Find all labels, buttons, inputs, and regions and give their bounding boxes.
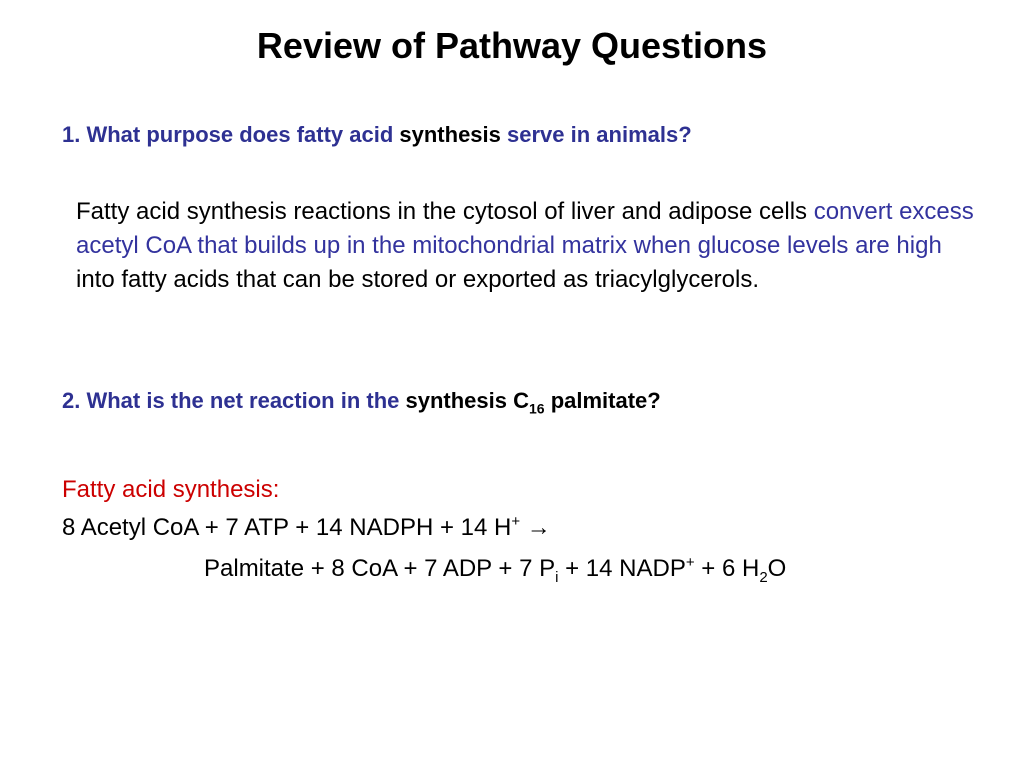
equation-line-2-text-c: + 6 H <box>694 555 760 582</box>
equation-line-2 <box>204 554 786 584</box>
slide-title: Review of Pathway Questions <box>256 25 768 66</box>
answer-1 <box>76 195 976 297</box>
equation-line-2-text-a: Palmitate + 8 CoA + 7 ADP + 7 P <box>204 555 556 582</box>
equation-line-2-subscript-2: 2 <box>759 568 768 586</box>
question-1-text-a: 1. What purpose does fatty acid <box>62 122 400 147</box>
question-1-text-b: synthesis <box>399 122 501 147</box>
question-2-text-a: 2. What is the net reaction in the <box>62 388 406 413</box>
equation-line-2-superscript-plus: + <box>685 554 695 571</box>
answer-1-text-c: into fatty acids that can be stored or exported as triacylglycerols. <box>76 266 760 293</box>
equation-line-1-text: 8 Acetyl CoA + 7 ATP + 14 NADPH + 14 H <box>62 514 512 541</box>
question-1 <box>62 122 692 148</box>
reaction-arrow: → <box>520 514 551 541</box>
question-2 <box>62 388 661 417</box>
answer-1-text-a: Fatty acid synthesis reactions in the cytosol of liver and adipose cells <box>76 198 814 225</box>
equation-line-2-text-d: O <box>767 555 787 582</box>
equation-line-2-subscript-i: i <box>555 568 559 586</box>
answer-1-text-b: convert excess acetyl CoA that builds up in the mitochondrial matrix when glucose levels are high <box>76 198 974 259</box>
equation-line-1 <box>62 513 551 543</box>
equation-line-2-text-b: + 14 NADP <box>558 555 686 582</box>
question-2-text-c: palmitate? <box>544 388 661 413</box>
equation-line-1-superscript: + <box>511 513 521 530</box>
question-1-text-c: serve in animals? <box>500 122 692 147</box>
question-2-text-b: synthesis C <box>405 388 529 413</box>
question-2-subscript: 16 <box>529 400 545 417</box>
answer-2-heading: Fatty acid synthesis: <box>62 476 280 503</box>
